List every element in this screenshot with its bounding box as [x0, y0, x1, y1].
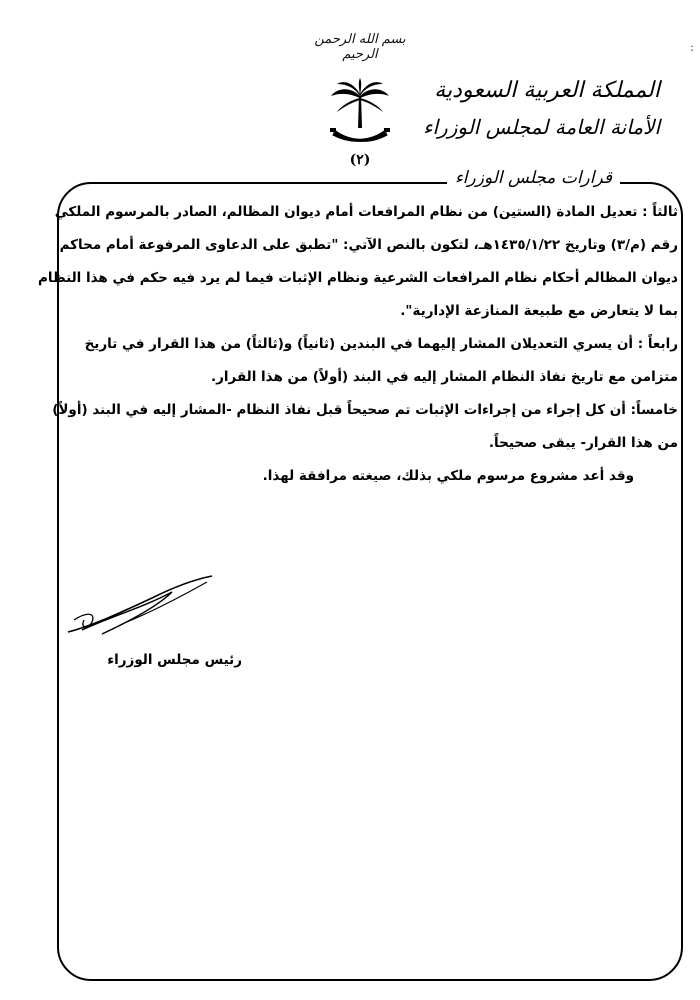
signatory-title: رئيس مجلس الوزراء — [107, 652, 242, 668]
clause-third — [38, 196, 678, 328]
closing-statement: وقد أعد مشروع مرسوم ملكي بذلك، صيغته مرافقة لهذا. — [262, 468, 634, 484]
clause-label: ثالثاً : — [642, 204, 678, 220]
page-number: (٢) — [349, 152, 371, 168]
decision-body — [38, 196, 678, 493]
handwritten-signature — [62, 572, 222, 642]
org-name-line2: الأمانة العامة لمجلس الوزراء — [423, 115, 660, 139]
org-name-line1: المملكة العربية السعودية — [434, 78, 660, 103]
basmala: بسم الله الرحمن الرحيم — [314, 32, 406, 62]
clause-text: تعديل المادة (الستين) من نظام المرافعات أمام ديوان المظالم، الصادر بالمرسوم الملكي رقم (م/٣) وتاريخ ١٤٣٥/١/٢٢هـ، لتكون بالنص الآتي: "تطبق على الدعاوى المرفوعة أمام محاكم ديوان المظالم أحكام نظام المرافعات الشرعية ونظام الإثبات فيما لم يرد فيه حكم في هذا النظام بما لا يتعارض مع طبيعة المنازعة الإدارية". — [37, 204, 678, 319]
clause-text: أن كل إجراء من إجراءات الإثبات تم صحيحاً قبل نفاذ النظام -المشار إليه في البند (أولاً) من هذا القرار- يبقى صحيحاً. — [52, 402, 678, 451]
clause-label: خامساً: — [630, 402, 678, 418]
clause-label: رابعاً : — [637, 336, 678, 352]
clause-fifth — [38, 394, 678, 460]
palm-swords-emblem-icon — [325, 78, 395, 150]
clause-text: أن يسري التعديلان المشار إليهما في البندين (ثانياً) و(ثالثاً) من هذا القرار في تاريخ متزامن مع تاريخ نفاذ النظام المشار إليه في البند (أولاً) من هذا القرار. — [84, 336, 678, 385]
edge-mark: : — [689, 40, 694, 54]
frame-label: قرارات مجلس الوزراء — [447, 168, 620, 188]
clause-fourth — [38, 328, 678, 394]
